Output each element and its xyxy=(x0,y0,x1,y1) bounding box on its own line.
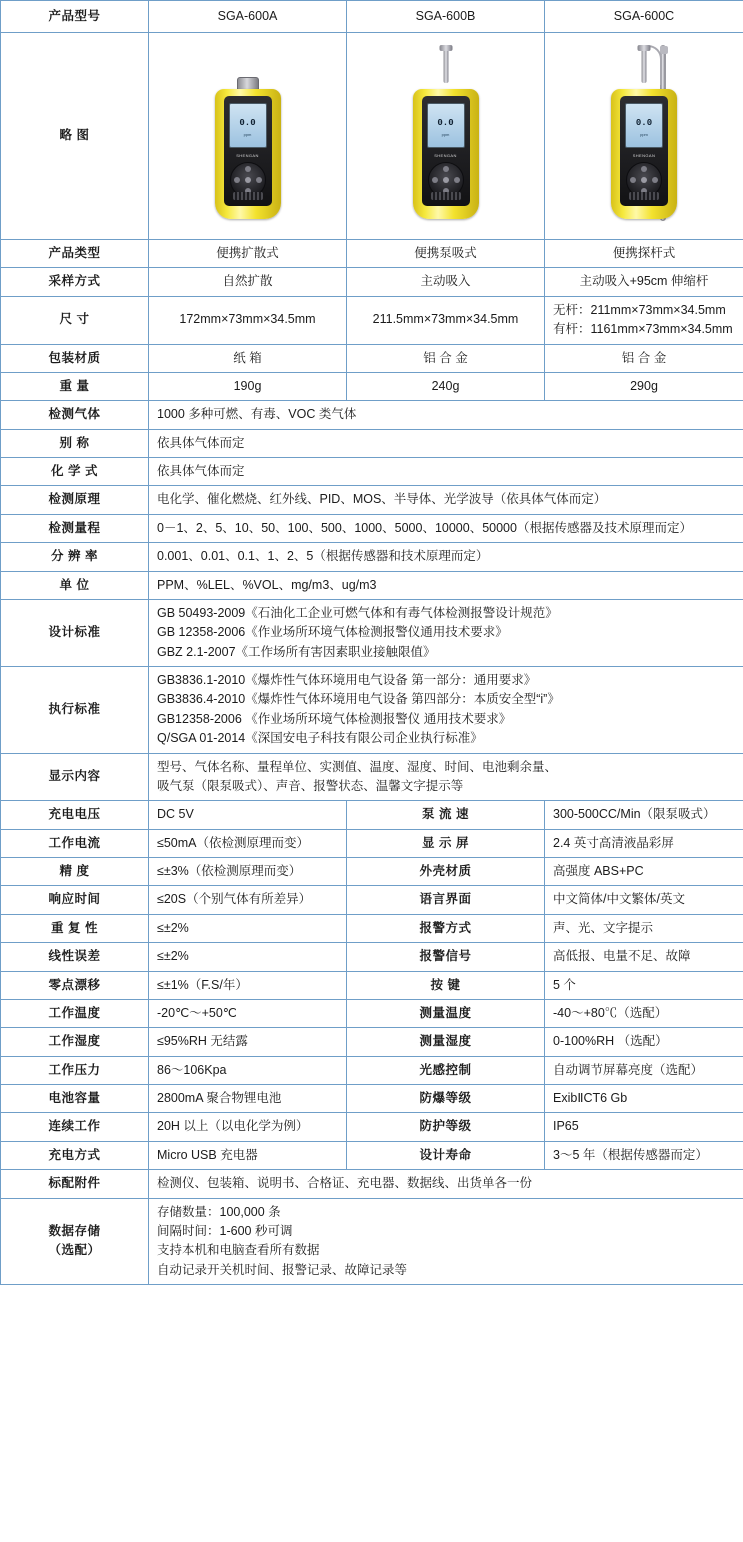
row-label-formula: 化 学 式 xyxy=(1,458,149,486)
model-b: SGA-600B xyxy=(347,1,545,33)
row-label-sampling: 采样方式 xyxy=(1,268,149,296)
brand-label: SHENGAN xyxy=(236,153,259,158)
cell-range: 0－1、2、5、10、50、100、500、1000、5000、10000、50000（根据传感器及技术原理而定） xyxy=(149,514,743,542)
row-label-keys: 按 键 xyxy=(347,971,545,999)
device-body xyxy=(413,89,479,219)
table-row xyxy=(1,571,743,599)
device-screen xyxy=(427,103,465,148)
cell-accuracy: ≤±3%（依检测原理而变） xyxy=(149,858,347,886)
cell-working-temp: -20℃～+50℃ xyxy=(149,999,347,1027)
device-screen xyxy=(229,103,267,148)
row-label-design-life: 设计寿命 xyxy=(347,1141,545,1169)
table-row xyxy=(1,753,743,801)
table-row-diagram xyxy=(1,33,743,240)
model-c: SGA-600C xyxy=(545,1,743,33)
table-row xyxy=(1,429,743,457)
cell-repeatability: ≤±2% xyxy=(149,914,347,942)
row-label-charge-mode: 充电方式 xyxy=(1,1141,149,1169)
cell-shell-material: 高强度 ABS+PC xyxy=(545,858,743,886)
row-label-packaging: 包装材质 xyxy=(1,344,149,372)
table-row xyxy=(1,240,743,268)
table-row xyxy=(1,268,743,296)
cell-product-type-a: 便携扩散式 xyxy=(149,240,347,268)
row-label-shell-material: 外壳材质 xyxy=(347,858,545,886)
table-row xyxy=(1,1056,743,1084)
table-row-model xyxy=(1,1,743,33)
cell-display-content xyxy=(149,753,743,801)
row-label-charge-voltage: 充电电压 xyxy=(1,801,149,829)
row-label-weight: 重 量 xyxy=(1,372,149,400)
cell-charge-mode: Micro USB 充电器 xyxy=(149,1141,347,1169)
cell-principle: 电化学、催化燃烧、红外线、PID、MOS、半导体、光学波导（依具体气体而定） xyxy=(149,486,743,514)
row-label-unit: 单 位 xyxy=(1,571,149,599)
cell-ip-rating: IP65 xyxy=(545,1113,743,1141)
cell-keys: 5 个 xyxy=(545,971,743,999)
exec-standard-line: GB3836.1-2010《爆炸性气体环境用电气设备 第一部分：通用要求》 xyxy=(157,673,537,687)
cell-pump-flow: 300-500CC/Min（限泵吸式） xyxy=(545,801,743,829)
row-label-light-control: 光感控制 xyxy=(347,1056,545,1084)
screen-unit: ppm xyxy=(640,131,648,137)
design-standard-line: GBZ 2.1-2007《工作场所有害因素职业接触限值》 xyxy=(157,644,436,659)
cell-working-pressure: 86～106Kpa xyxy=(149,1056,347,1084)
cell-packaging-a: 纸 箱 xyxy=(149,344,347,372)
device-front-panel xyxy=(224,96,272,206)
device-front-panel xyxy=(620,96,668,206)
exec-standard-line: GB12358-2006 《作业场所环境气体检测报警仪 通用技术要求》 xyxy=(157,711,512,726)
cell-size-c-line2: 有杆：1161mm×73mm×34.5mm xyxy=(553,322,733,337)
cell-size-b: 211.5mm×73mm×34.5mm xyxy=(347,296,545,344)
row-label-range: 检测量程 xyxy=(1,514,149,542)
storage-line: 间隔时间：1-600 秒可调 xyxy=(157,1223,293,1238)
row-label-alarm-signal: 报警信号 xyxy=(347,943,545,971)
cell-product-type-c: 便携探杆式 xyxy=(545,240,743,268)
cell-sampling-b: 主动吸入 xyxy=(347,268,545,296)
cell-accessories: 检测仪、包装箱、说明书、合格证、充电器、数据线、出货单各一份 xyxy=(149,1170,743,1198)
screen-reading: 0.0 xyxy=(437,118,454,128)
cell-exec-standard xyxy=(149,667,743,754)
row-label-measure-humidity: 测量湿度 xyxy=(347,1028,545,1056)
device-body xyxy=(215,89,281,219)
cell-product-type-b: 便携泵吸式 xyxy=(347,240,545,268)
row-label-design-standard: 设计标准 xyxy=(1,599,149,666)
table-row xyxy=(1,1198,743,1285)
cell-alarm-mode: 声、光、文字提示 xyxy=(545,914,743,942)
table-row xyxy=(1,1170,743,1198)
row-label-exec-standard: 执行标准 xyxy=(1,667,149,754)
cell-display-screen: 2.4 英寸高清液晶彩屏 xyxy=(545,829,743,857)
cell-size-c xyxy=(545,296,743,344)
device-image-a xyxy=(149,33,347,240)
row-label-ex-rating: 防爆等级 xyxy=(347,1085,545,1113)
row-label-accuracy: 精 度 xyxy=(1,858,149,886)
row-label-detect-gas: 检测气体 xyxy=(1,401,149,429)
device-image-c xyxy=(545,33,743,240)
cell-measure-humidity: 0-100%RH （选配） xyxy=(545,1028,743,1056)
row-label-zero-drift: 零点漂移 xyxy=(1,971,149,999)
cell-linear-error: ≤±2% xyxy=(149,943,347,971)
table-row xyxy=(1,372,743,400)
row-label-linear-error: 线性误差 xyxy=(1,943,149,971)
row-label-response-time: 响应时间 xyxy=(1,886,149,914)
speaker-grill-icon xyxy=(629,192,659,200)
cell-weight-c: 290g xyxy=(545,372,743,400)
exec-standard-line: GB3836.4-2010《爆炸性气体环境用电气设备 第四部分：本质安全型“i”》 xyxy=(157,692,560,707)
row-label-data-storage-line1: 数据存储 xyxy=(48,1223,101,1238)
screen-unit: ppm xyxy=(441,131,450,137)
cell-packaging-c: 铝 合 金 xyxy=(545,344,743,372)
table-row xyxy=(1,886,743,914)
pump-nozzle-icon xyxy=(642,49,647,83)
pump-nozzle-icon xyxy=(443,49,448,83)
cell-light-control: 自动调节屏幕亮度（选配） xyxy=(545,1056,743,1084)
table-row xyxy=(1,1028,743,1056)
row-label-principle: 检测原理 xyxy=(1,486,149,514)
table-row xyxy=(1,914,743,942)
row-label-accessories: 标配附件 xyxy=(1,1170,149,1198)
cell-battery: 2800mA 聚合物锂电池 xyxy=(149,1085,347,1113)
cell-packaging-b: 铝 合 金 xyxy=(347,344,545,372)
device-front-panel xyxy=(422,96,470,206)
cell-zero-drift: ≤±1%（F.S/年） xyxy=(149,971,347,999)
row-label-working-pressure: 工作压力 xyxy=(1,1056,149,1084)
cell-size-a: 172mm×73mm×34.5mm xyxy=(149,296,347,344)
row-label-resolution: 分 辨 率 xyxy=(1,543,149,571)
storage-line: 自动记录开关机时间、报警记录、故障记录等 xyxy=(157,1262,408,1277)
cell-working-humidity: ≤95%RH 无结露 xyxy=(149,1028,347,1056)
row-label-language: 语言界面 xyxy=(347,886,545,914)
row-label-size: 尺 寸 xyxy=(1,296,149,344)
row-label-product-type: 产品类型 xyxy=(1,240,149,268)
cell-data-storage xyxy=(149,1198,743,1285)
row-label-pump-flow: 泵 流 速 xyxy=(347,801,545,829)
cell-unit: PPM、%LEL、%VOL、mg/m3、ug/m3 xyxy=(149,571,743,599)
storage-line: 存储数量：100,000 条 xyxy=(157,1204,281,1219)
cell-size-c-line1: 无杆：211mm×73mm×34.5mm xyxy=(553,302,726,317)
table-row xyxy=(1,971,743,999)
display-content-line: 型号、气体名称、量程单位、实测值、温度、湿度、时间、电池剩余量、 xyxy=(157,759,558,774)
table-row xyxy=(1,486,743,514)
speaker-grill-icon xyxy=(233,192,263,200)
speaker-grill-icon xyxy=(431,192,461,200)
cell-response-time: ≤20S（个别气体有所差异） xyxy=(149,886,347,914)
table-row xyxy=(1,1113,743,1141)
table-row xyxy=(1,943,743,971)
cell-detect-gas: 1000 多种可燃、有毒、VOC 类气体 xyxy=(149,401,743,429)
cell-weight-b: 240g xyxy=(347,372,545,400)
cell-measure-temp: -40～+80℃（选配） xyxy=(545,999,743,1027)
table-row xyxy=(1,514,743,542)
cell-sampling-c: 主动吸入+95cm 伸缩杆 xyxy=(545,268,743,296)
table-row xyxy=(1,1141,743,1169)
row-label-model: 产品型号 xyxy=(1,1,149,33)
table-row xyxy=(1,401,743,429)
row-label-data-storage xyxy=(1,1198,149,1285)
row-label-working-current: 工作电流 xyxy=(1,829,149,857)
row-label-display-content: 显示内容 xyxy=(1,753,149,801)
row-label-display-screen: 显 示 屏 xyxy=(347,829,545,857)
table-row xyxy=(1,829,743,857)
table-row xyxy=(1,667,743,754)
cell-continuous-work: 20H 以上（以电化学为例） xyxy=(149,1113,347,1141)
device-body xyxy=(611,89,677,219)
row-label-diagram: 略 图 xyxy=(1,33,149,240)
table-row xyxy=(1,599,743,666)
device-image-b xyxy=(347,33,545,240)
row-label-working-temp: 工作温度 xyxy=(1,999,149,1027)
table-row xyxy=(1,296,743,344)
table-row xyxy=(1,801,743,829)
cell-ex-rating: ExibⅡCT6 Gb xyxy=(545,1085,743,1113)
row-label-repeatability: 重 复 性 xyxy=(1,914,149,942)
screen-reading: 0.0 xyxy=(635,118,653,128)
row-label-working-humidity: 工作湿度 xyxy=(1,1028,149,1056)
cell-alias: 依具体气体而定 xyxy=(149,429,743,457)
table-row xyxy=(1,458,743,486)
screen-reading: 0.0 xyxy=(239,118,256,128)
cell-language: 中文简体/中文繁体/英文 xyxy=(545,886,743,914)
brand-label: SHENGAN xyxy=(632,153,656,158)
table-row xyxy=(1,543,743,571)
design-standard-line: GB 50493-2009《石油化工企业可燃气体和有毒气体检测报警设计规范》 xyxy=(157,605,558,620)
design-standard-line: GB 12358-2006《作业场所环境气体检测报警仪通用技术要求》 xyxy=(157,625,508,640)
storage-line: 支持本机和电脑查看所有数据 xyxy=(157,1243,320,1258)
cell-charge-voltage: DC 5V xyxy=(149,801,347,829)
cell-weight-a: 190g xyxy=(149,372,347,400)
table-row xyxy=(1,344,743,372)
cell-design-life: 3～5 年（根据传感器而定） xyxy=(545,1141,743,1169)
row-label-alarm-mode: 报警方式 xyxy=(347,914,545,942)
cell-alarm-signal: 高低报、电量不足、故障 xyxy=(545,943,743,971)
row-label-ip-rating: 防护等级 xyxy=(347,1113,545,1141)
cell-working-current: ≤50mA（依检测原理而变） xyxy=(149,829,347,857)
device-screen xyxy=(625,103,663,148)
cell-sampling-a: 自然扩散 xyxy=(149,268,347,296)
row-label-battery: 电池容量 xyxy=(1,1085,149,1113)
row-label-alias: 别 称 xyxy=(1,429,149,457)
cell-formula: 依具体气体而定 xyxy=(149,458,743,486)
table-row xyxy=(1,858,743,886)
cell-resolution: 0.001、0.01、0.1、1、2、5（根据传感器和技术原理而定） xyxy=(149,543,743,571)
row-label-continuous-work: 连续工作 xyxy=(1,1113,149,1141)
table-row xyxy=(1,1085,743,1113)
cell-design-standard xyxy=(149,599,743,666)
table-row xyxy=(1,999,743,1027)
row-label-measure-temp: 测量温度 xyxy=(347,999,545,1027)
brand-label: SHENGAN xyxy=(434,153,457,158)
exec-standard-line: Q/SGA 01-2014《深国安电子科技有限公司企业执行标准》 xyxy=(157,731,483,746)
model-a: SGA-600A xyxy=(149,1,347,33)
row-label-data-storage-line2: （选配） xyxy=(48,1243,101,1258)
display-content-line: 吸气泵（限泵吸式）、声音、报警状态、温馨文字提示等 xyxy=(157,778,464,793)
screen-unit: ppm xyxy=(243,131,252,137)
